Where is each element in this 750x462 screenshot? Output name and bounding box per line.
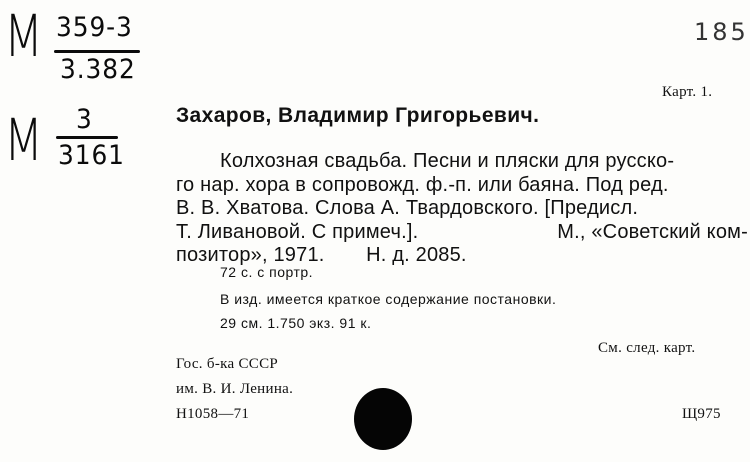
description-segment: М., «Советский ком- — [557, 220, 748, 243]
description-line: го нар. хора в сопровожд. ф.-п. или баяна. Под ред. — [176, 173, 669, 196]
shelfmark-rule-top — [54, 50, 140, 53]
shelfmark-letter-bottom: М — [4, 106, 42, 174]
description-line — [176, 221, 748, 245]
description-segment: Н. д. 2085. — [366, 244, 467, 266]
library-name-line-1: Гос. б-ка СССР — [176, 356, 279, 372]
physical-description: 29 см. 1.750 экз. 91 к. — [220, 315, 372, 331]
description-segment: Т. Ливановой. С примеч.]. — [176, 220, 419, 243]
shelfmark-rule-bottom — [56, 136, 118, 139]
pencil-mark: 185 — [694, 18, 749, 46]
description-segment: позитор», 1971. — [176, 244, 325, 266]
shelfmark-numerator-bottom: 3 — [76, 104, 93, 135]
description-line: В. В. Хватова. Слова А. Твардовского. [Предисл. — [176, 197, 639, 219]
order-code: Щ975 — [682, 406, 721, 422]
author-heading: Захаров, Владимир Григорьевич. — [176, 104, 540, 127]
pages-line: 72 с. с портр. — [220, 264, 314, 280]
library-name-line-2: им. В. И. Ленина. — [176, 381, 294, 397]
see-next-card: См. след. карт. — [598, 340, 696, 356]
card-number: Н1058—71 — [176, 406, 250, 422]
shelfmark-denominator-top: 3.382 — [60, 54, 136, 85]
shelfmark-denominator-bottom: 3161 — [58, 140, 125, 171]
description-line: Колхозная свадьба. Песни и пляски для русско- — [220, 150, 675, 172]
contents-note: В изд. имеется краткое содержание постановки. — [220, 291, 557, 307]
shelfmark-numerator-top: 359-3 — [56, 12, 133, 43]
description-block — [176, 150, 748, 268]
ink-stamp — [354, 388, 412, 450]
shelfmark-letter-top: М — [4, 2, 42, 70]
card-label: Карт. 1. — [662, 84, 713, 100]
